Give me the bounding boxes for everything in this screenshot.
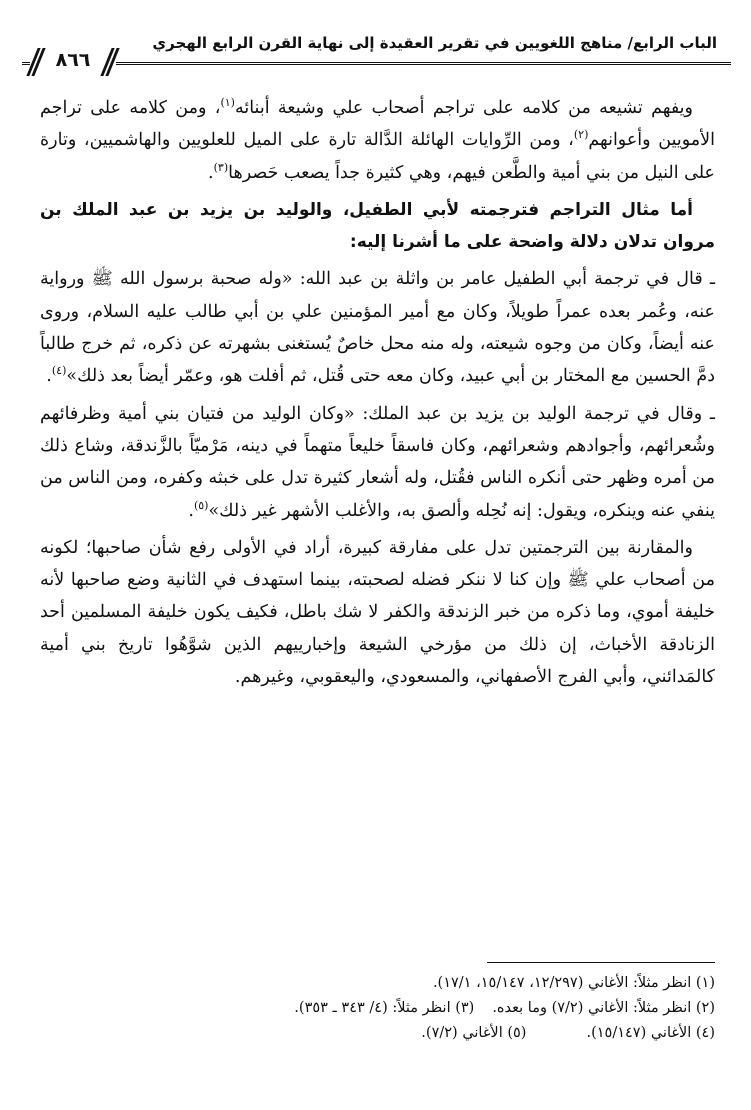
footnote-line [40,1021,715,1046]
footnote: (٥) الأغاني (٧/٢). [421,1025,527,1041]
page-number: ٨٦٦ [55,49,91,71]
running-title: الباب الرابع/ مناهج اللغويين في تقرير العقيدة إلى نهاية القرن الرابع الهجري [152,34,717,52]
footnote-ref: (٣) [213,160,229,174]
footnote: (٤) الأغاني (١٥/١٤٧). [586,1025,715,1041]
footnote-ref: (٢) [573,128,589,142]
footnote-ref: (١) [220,96,235,110]
body-text [40,92,715,698]
footnote-ref: (٥) [193,498,209,512]
header-rule [22,62,731,65]
footnote-ref: (٤) [51,364,67,378]
paragraph-abu-tufayl: ـ قال في ترجمة أبي الطفيل عامر بن واثلة بن عبد الله: «وله صحبة برسول الله ﷺ ورواية عنه، وعُمر بعده عمراً طويلاً، وكان مع أمير المؤمنين علي بن أبي طالب عليه السلام، وروى عنه أيضاً، وكان من وجوه شيعته، وله منه محل خاصٌ يُستغنى بشهرته عن ذكره، ثم خرج طالباً دمَّ الحسين مع المختار بن أبي عبيد، وكان معه حتى قُتل، ثم أفلت هو، وعمّر أيضاً بعد ذلك»$^{(٤)}$. [40,269,715,387]
footnote: (٣) انظر مثلاً: (٤/ ٣٤٣ ـ ٣٥٣). [294,1000,475,1016]
paragraph-bold-heading: أما مثال التراجم فترجمته لأبي الطفيل، والوليد بن يزيد بن عبد الملك بن مروان تدلان دلالة واضحة على ما أشرنا إليه: [40,199,715,253]
footnote-line [40,996,715,1021]
footnote-line [40,971,715,996]
footnote: (١) انظر مثلاً: الأغاني (١٢/٢٩٧، ١٥/١٤٧، ١٧/١). [432,975,715,991]
paragraph-walid: ـ وقال في ترجمة الوليد بن يزيد بن عبد الملك: «وكان الوليد من فتيان بني أمية وظرفائهم وشُعرائهم، وأجوادهم وشعرائهم، وكان فاسقاً خليعاً متهماً في دينه، مَرْميّاً بالزَّندقة، وشاع ذلك من أمره وظهر حتى أنكره الناس فقُتل، وله أشعار كثيرة تدل على خبثه وكفره، ومن الناس من ينفي عنه وينكره، ويقول: إنه نُحِله وألصق به، والأغلب الأشهر غير ذلك»$^{(٥)}$. [40,403,715,521]
paragraph-intro: ويفهم تشيعه من كلامه على تراجم أصحاب علي وشيعة أبنائه$^{(١)}$، ومن كلامه على تراجم الأمويين وأعوانهم$^{(٢)}$، ومن الرِّوايات الهائلة الدَّالة تارة على الميل للعلويين والهاشميين، وتارة على النيل من بني أمية والطَّعن فيهم، وهي كثيرة جداً يصعب حَصرها$^{(٣)}$. [40,96,715,183]
page-number-box [30,46,116,78]
paragraph-comparison: والمقارنة بين الترجمتين تدل على مفارقة كبيرة، أراد في الأولى رفع شأن صاحبها؛ لكونه من أصحاب علي ﷺ وإن كنا لا ننكر فضله لصحبته، بينما استهدف في الثانية وضع صاحبها لأنه خليفة أموي، وما ذكره من خبر الزندقة والكفر لا شك باطل، فكيف يكون خليفة المسلمين أحد الزنادقة الأخباث، إن ذلك من مؤرخي الشيعة وإخبارييهم الذين شوَّهُوا تاريخ بني أمية كالمَدائني، وأبي الفرج الأصفهاني، والمسعودي، واليعقوبي، وغيرهم. [40,537,715,688]
footnotes [40,962,715,1046]
page-header [22,24,731,76]
footnote-rule [487,962,715,963]
footnote: (٢) انظر مثلاً: الأغاني (٧/٢) وما بعده. [492,1000,715,1016]
